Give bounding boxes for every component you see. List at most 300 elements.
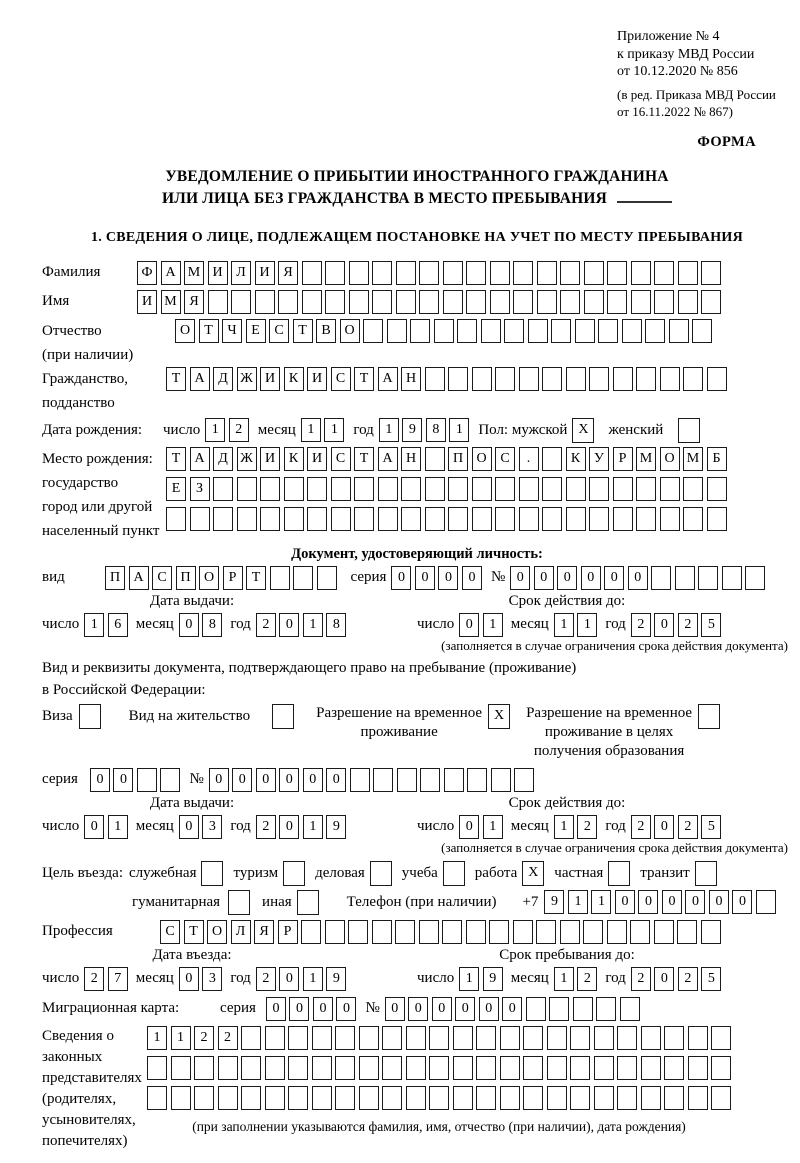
char-cell[interactable]: 0 <box>604 566 624 590</box>
char-cell[interactable]: 0 <box>279 967 299 991</box>
char-cell[interactable]: Т <box>246 566 266 590</box>
char-cell[interactable]: О <box>472 447 492 471</box>
char-cell[interactable] <box>260 507 280 531</box>
char-cell[interactable]: 1 <box>147 1026 167 1050</box>
char-cell[interactable]: 2 <box>678 613 698 637</box>
char-cell[interactable] <box>660 477 680 501</box>
char-cell[interactable] <box>325 290 345 314</box>
char-cell[interactable]: 0 <box>581 566 601 590</box>
char-cell[interactable]: Ж <box>237 447 257 471</box>
char-cell[interactable] <box>359 1026 379 1050</box>
char-cell[interactable] <box>692 319 712 343</box>
char-cell[interactable] <box>528 319 548 343</box>
char-cell[interactable] <box>617 1026 637 1050</box>
char-cell[interactable]: 0 <box>279 768 299 792</box>
char-cell[interactable]: 2 <box>229 418 249 442</box>
char-cell[interactable] <box>171 1086 191 1110</box>
char-cell[interactable] <box>448 507 468 531</box>
char-cell[interactable] <box>260 477 280 501</box>
char-cell[interactable]: 1 <box>554 815 574 839</box>
char-cell[interactable]: З <box>190 477 210 501</box>
char-cell[interactable]: С <box>495 447 515 471</box>
char-cell[interactable]: 1 <box>483 613 503 637</box>
char-cell[interactable] <box>573 997 593 1021</box>
char-cell[interactable]: 1 <box>171 1026 191 1050</box>
char-cell[interactable]: 2 <box>194 1026 214 1050</box>
char-cell[interactable]: 2 <box>631 613 651 637</box>
char-cell[interactable] <box>707 477 727 501</box>
char-cell[interactable] <box>278 290 298 314</box>
char-cell[interactable] <box>722 566 742 590</box>
char-cell[interactable]: 2 <box>631 815 651 839</box>
char-cell[interactable] <box>79 704 101 729</box>
char-cell[interactable] <box>396 290 416 314</box>
char-cell[interactable]: 0 <box>179 613 199 637</box>
char-cell[interactable]: М <box>636 447 656 471</box>
char-cell[interactable] <box>500 1086 520 1110</box>
char-cell[interactable] <box>698 566 718 590</box>
char-cell[interactable]: Р <box>278 920 298 944</box>
char-cell[interactable] <box>598 319 618 343</box>
char-cell[interactable] <box>566 367 586 391</box>
char-cell[interactable]: 0 <box>415 566 435 590</box>
char-cell[interactable]: 7 <box>108 967 128 991</box>
char-cell[interactable] <box>654 920 674 944</box>
char-cell[interactable]: 1 <box>324 418 344 442</box>
char-cell[interactable]: 8 <box>426 418 446 442</box>
char-cell[interactable]: 2 <box>577 967 597 991</box>
char-cell[interactable] <box>307 477 327 501</box>
char-cell[interactable]: 0 <box>459 815 479 839</box>
char-cell[interactable] <box>651 566 671 590</box>
char-cell[interactable] <box>401 477 421 501</box>
char-cell[interactable] <box>660 367 680 391</box>
char-cell[interactable]: А <box>378 367 398 391</box>
char-cell[interactable] <box>495 507 515 531</box>
char-cell[interactable]: И <box>307 367 327 391</box>
char-cell[interactable] <box>302 261 322 285</box>
char-cell[interactable]: 2 <box>218 1026 238 1050</box>
char-cell[interactable] <box>472 507 492 531</box>
char-cell[interactable]: 0 <box>502 997 522 1021</box>
char-cell[interactable]: А <box>190 447 210 471</box>
char-cell[interactable]: 1 <box>379 418 399 442</box>
char-cell[interactable] <box>457 319 477 343</box>
char-cell[interactable] <box>489 920 509 944</box>
char-cell[interactable]: Н <box>401 447 421 471</box>
char-cell[interactable] <box>570 1056 590 1080</box>
char-cell[interactable] <box>519 477 539 501</box>
char-cell[interactable] <box>542 367 562 391</box>
char-cell[interactable]: 1 <box>205 418 225 442</box>
char-cell[interactable]: 0 <box>432 997 452 1021</box>
char-cell[interactable]: М <box>683 447 703 471</box>
char-cell[interactable] <box>607 920 627 944</box>
char-cell[interactable] <box>490 290 510 314</box>
char-cell[interactable]: 0 <box>179 967 199 991</box>
char-cell[interactable]: П <box>176 566 196 590</box>
char-cell[interactable] <box>312 1026 332 1050</box>
char-cell[interactable] <box>373 768 393 792</box>
char-cell[interactable] <box>570 1086 590 1110</box>
char-cell[interactable]: 2 <box>678 967 698 991</box>
char-cell[interactable]: 9 <box>544 890 564 914</box>
char-cell[interactable] <box>575 319 595 343</box>
char-cell[interactable]: И <box>260 367 280 391</box>
char-cell[interactable] <box>514 768 534 792</box>
char-cell[interactable]: Л <box>231 920 251 944</box>
char-cell[interactable]: М <box>161 290 181 314</box>
char-cell[interactable] <box>495 367 515 391</box>
char-cell[interactable] <box>410 319 430 343</box>
char-cell[interactable]: 0 <box>557 566 577 590</box>
char-cell[interactable]: О <box>207 920 227 944</box>
char-cell[interactable] <box>695 861 717 886</box>
char-cell[interactable] <box>645 319 665 343</box>
char-cell[interactable] <box>537 261 557 285</box>
char-cell[interactable] <box>683 367 703 391</box>
char-cell[interactable]: 0 <box>615 890 635 914</box>
char-cell[interactable] <box>442 920 462 944</box>
char-cell[interactable]: С <box>331 367 351 391</box>
char-cell[interactable]: Т <box>199 319 219 343</box>
char-cell[interactable] <box>444 768 464 792</box>
char-cell[interactable]: 0 <box>179 815 199 839</box>
char-cell[interactable]: Т <box>354 447 374 471</box>
char-cell[interactable] <box>396 261 416 285</box>
char-cell[interactable] <box>466 290 486 314</box>
char-cell[interactable] <box>387 319 407 343</box>
char-cell[interactable] <box>160 768 180 792</box>
char-cell[interactable] <box>476 1056 496 1080</box>
char-cell[interactable]: Д <box>213 447 233 471</box>
char-cell[interactable]: 1 <box>303 815 323 839</box>
char-cell[interactable] <box>406 1056 426 1080</box>
char-cell[interactable]: Т <box>166 367 186 391</box>
char-cell[interactable]: О <box>660 447 680 471</box>
char-cell[interactable]: 1 <box>577 613 597 637</box>
char-cell[interactable] <box>288 1086 308 1110</box>
char-cell[interactable] <box>453 1086 473 1110</box>
char-cell[interactable] <box>560 290 580 314</box>
char-cell[interactable]: И <box>137 290 157 314</box>
char-cell[interactable] <box>370 861 392 886</box>
char-cell[interactable] <box>472 367 492 391</box>
char-cell[interactable]: 0 <box>408 997 428 1021</box>
char-cell[interactable]: 0 <box>209 768 229 792</box>
char-cell[interactable] <box>335 1026 355 1050</box>
char-cell[interactable]: 1 <box>108 815 128 839</box>
char-cell[interactable] <box>711 1086 731 1110</box>
char-cell[interactable]: Л <box>231 261 251 285</box>
char-cell[interactable] <box>675 566 695 590</box>
char-cell[interactable]: 0 <box>336 997 356 1021</box>
char-cell[interactable] <box>698 704 720 729</box>
char-cell[interactable]: 5 <box>701 967 721 991</box>
char-cell[interactable]: С <box>331 447 351 471</box>
char-cell[interactable] <box>354 477 374 501</box>
char-cell[interactable]: X <box>488 704 510 729</box>
char-cell[interactable]: 1 <box>84 613 104 637</box>
char-cell[interactable] <box>378 507 398 531</box>
char-cell[interactable] <box>382 1056 402 1080</box>
char-cell[interactable] <box>270 566 290 590</box>
char-cell[interactable]: 0 <box>313 997 333 1021</box>
char-cell[interactable]: 0 <box>462 566 482 590</box>
char-cell[interactable] <box>745 566 765 590</box>
char-cell[interactable] <box>443 861 465 886</box>
char-cell[interactable]: 0 <box>113 768 133 792</box>
char-cell[interactable]: Е <box>166 477 186 501</box>
char-cell[interactable] <box>688 1056 708 1080</box>
char-cell[interactable] <box>523 1086 543 1110</box>
char-cell[interactable] <box>425 367 445 391</box>
char-cell[interactable]: 0 <box>654 613 674 637</box>
char-cell[interactable] <box>594 1026 614 1050</box>
char-cell[interactable] <box>551 319 571 343</box>
char-cell[interactable] <box>547 1056 567 1080</box>
char-cell[interactable]: 2 <box>256 967 276 991</box>
char-cell[interactable]: Т <box>184 920 204 944</box>
char-cell[interactable] <box>166 507 186 531</box>
char-cell[interactable] <box>678 261 698 285</box>
char-cell[interactable] <box>617 1056 637 1080</box>
char-cell[interactable]: 2 <box>256 815 276 839</box>
char-cell[interactable] <box>596 997 616 1021</box>
char-cell[interactable] <box>397 768 417 792</box>
char-cell[interactable] <box>349 290 369 314</box>
char-cell[interactable]: 0 <box>391 566 411 590</box>
char-cell[interactable] <box>589 507 609 531</box>
char-cell[interactable] <box>491 768 511 792</box>
char-cell[interactable] <box>378 477 398 501</box>
char-cell[interactable]: 6 <box>108 613 128 637</box>
char-cell[interactable] <box>677 920 697 944</box>
char-cell[interactable]: И <box>255 261 275 285</box>
char-cell[interactable] <box>513 920 533 944</box>
char-cell[interactable] <box>359 1056 379 1080</box>
char-cell[interactable]: 0 <box>90 768 110 792</box>
char-cell[interactable] <box>237 507 257 531</box>
char-cell[interactable]: 0 <box>256 768 276 792</box>
char-cell[interactable]: Т <box>354 367 374 391</box>
char-cell[interactable] <box>171 1056 191 1080</box>
char-cell[interactable] <box>566 477 586 501</box>
char-cell[interactable] <box>218 1086 238 1110</box>
char-cell[interactable] <box>711 1056 731 1080</box>
char-cell[interactable] <box>372 261 392 285</box>
char-cell[interactable] <box>425 507 445 531</box>
char-cell[interactable] <box>255 290 275 314</box>
char-cell[interactable] <box>641 1086 661 1110</box>
char-cell[interactable] <box>594 1086 614 1110</box>
char-cell[interactable]: 9 <box>326 815 346 839</box>
char-cell[interactable] <box>406 1086 426 1110</box>
char-cell[interactable] <box>678 418 700 443</box>
char-cell[interactable] <box>631 290 651 314</box>
char-cell[interactable] <box>513 261 533 285</box>
char-cell[interactable] <box>560 261 580 285</box>
char-cell[interactable] <box>589 477 609 501</box>
char-cell[interactable]: Т <box>166 447 186 471</box>
char-cell[interactable] <box>707 507 727 531</box>
char-cell[interactable]: Я <box>278 261 298 285</box>
char-cell[interactable] <box>302 290 322 314</box>
char-cell[interactable] <box>476 1026 496 1050</box>
char-cell[interactable] <box>429 1026 449 1050</box>
char-cell[interactable] <box>434 319 454 343</box>
char-cell[interactable]: Ф <box>137 261 157 285</box>
char-cell[interactable]: 0 <box>709 890 729 914</box>
char-cell[interactable]: 0 <box>534 566 554 590</box>
char-cell[interactable] <box>660 507 680 531</box>
char-cell[interactable] <box>495 477 515 501</box>
char-cell[interactable]: 0 <box>279 815 299 839</box>
char-cell[interactable] <box>359 1086 379 1110</box>
char-cell[interactable] <box>406 1026 426 1050</box>
char-cell[interactable]: 0 <box>232 768 252 792</box>
char-cell[interactable] <box>466 261 486 285</box>
char-cell[interactable] <box>701 920 721 944</box>
char-cell[interactable]: 3 <box>202 815 222 839</box>
char-cell[interactable] <box>301 920 321 944</box>
char-cell[interactable]: 0 <box>279 613 299 637</box>
char-cell[interactable]: 0 <box>84 815 104 839</box>
char-cell[interactable]: С <box>152 566 172 590</box>
char-cell[interactable]: 0 <box>732 890 752 914</box>
char-cell[interactable] <box>201 861 223 886</box>
char-cell[interactable] <box>584 261 604 285</box>
char-cell[interactable] <box>284 507 304 531</box>
char-cell[interactable]: 5 <box>701 815 721 839</box>
char-cell[interactable] <box>504 319 524 343</box>
char-cell[interactable] <box>419 261 439 285</box>
char-cell[interactable]: К <box>566 447 586 471</box>
char-cell[interactable] <box>523 1056 543 1080</box>
char-cell[interactable] <box>443 290 463 314</box>
char-cell[interactable]: 8 <box>202 613 222 637</box>
char-cell[interactable] <box>453 1056 473 1080</box>
char-cell[interactable] <box>213 477 233 501</box>
char-cell[interactable]: Ч <box>222 319 242 343</box>
char-cell[interactable] <box>317 566 337 590</box>
char-cell[interactable]: Д <box>213 367 233 391</box>
char-cell[interactable] <box>363 319 383 343</box>
char-cell[interactable]: Т <box>293 319 313 343</box>
char-cell[interactable] <box>312 1056 332 1080</box>
char-cell[interactable] <box>147 1056 167 1080</box>
char-cell[interactable]: 8 <box>326 613 346 637</box>
char-cell[interactable]: 0 <box>479 997 499 1021</box>
char-cell[interactable]: К <box>284 447 304 471</box>
char-cell[interactable] <box>293 566 313 590</box>
char-cell[interactable] <box>429 1086 449 1110</box>
char-cell[interactable] <box>620 997 640 1021</box>
char-cell[interactable]: 0 <box>459 613 479 637</box>
char-cell[interactable] <box>589 367 609 391</box>
char-cell[interactable] <box>348 920 368 944</box>
char-cell[interactable] <box>636 507 656 531</box>
char-cell[interactable] <box>688 1086 708 1110</box>
char-cell[interactable] <box>613 477 633 501</box>
char-cell[interactable]: 0 <box>438 566 458 590</box>
char-cell[interactable] <box>636 367 656 391</box>
char-cell[interactable] <box>265 1086 285 1110</box>
char-cell[interactable] <box>519 367 539 391</box>
char-cell[interactable] <box>542 447 562 471</box>
char-cell[interactable] <box>641 1056 661 1080</box>
char-cell[interactable]: О <box>340 319 360 343</box>
char-cell[interactable]: . <box>519 447 539 471</box>
char-cell[interactable]: А <box>161 261 181 285</box>
char-cell[interactable] <box>241 1086 261 1110</box>
char-cell[interactable] <box>425 477 445 501</box>
char-cell[interactable] <box>707 367 727 391</box>
char-cell[interactable] <box>382 1026 402 1050</box>
char-cell[interactable]: И <box>208 261 228 285</box>
char-cell[interactable] <box>641 1026 661 1050</box>
char-cell[interactable] <box>476 1086 496 1110</box>
char-cell[interactable] <box>213 507 233 531</box>
char-cell[interactable]: 0 <box>266 997 286 1021</box>
char-cell[interactable] <box>237 477 257 501</box>
char-cell[interactable]: М <box>184 261 204 285</box>
char-cell[interactable] <box>617 1086 637 1110</box>
char-cell[interactable] <box>265 1056 285 1080</box>
char-cell[interactable]: И <box>260 447 280 471</box>
char-cell[interactable]: 0 <box>303 768 323 792</box>
char-cell[interactable] <box>350 768 370 792</box>
char-cell[interactable]: 0 <box>455 997 475 1021</box>
char-cell[interactable] <box>608 861 630 886</box>
char-cell[interactable] <box>584 290 604 314</box>
char-cell[interactable]: 1 <box>591 890 611 914</box>
char-cell[interactable] <box>664 1026 684 1050</box>
char-cell[interactable]: 0 <box>628 566 648 590</box>
char-cell[interactable]: В <box>316 319 336 343</box>
char-cell[interactable] <box>194 1086 214 1110</box>
char-cell[interactable] <box>631 261 651 285</box>
char-cell[interactable]: П <box>448 447 468 471</box>
char-cell[interactable] <box>669 319 689 343</box>
char-cell[interactable]: 1 <box>483 815 503 839</box>
char-cell[interactable] <box>297 890 319 915</box>
char-cell[interactable] <box>622 319 642 343</box>
char-cell[interactable] <box>683 477 703 501</box>
char-cell[interactable] <box>331 507 351 531</box>
char-cell[interactable] <box>265 1026 285 1050</box>
char-cell[interactable] <box>500 1056 520 1080</box>
char-cell[interactable] <box>542 477 562 501</box>
char-cell[interactable]: 1 <box>568 890 588 914</box>
char-cell[interactable] <box>395 920 415 944</box>
char-cell[interactable] <box>566 507 586 531</box>
char-cell[interactable]: О <box>175 319 195 343</box>
char-cell[interactable] <box>683 507 703 531</box>
char-cell[interactable]: 2 <box>678 815 698 839</box>
char-cell[interactable]: 2 <box>84 967 104 991</box>
char-cell[interactable] <box>613 367 633 391</box>
char-cell[interactable]: 0 <box>289 997 309 1021</box>
char-cell[interactable] <box>147 1086 167 1110</box>
char-cell[interactable] <box>630 920 650 944</box>
char-cell[interactable]: 1 <box>554 613 574 637</box>
char-cell[interactable] <box>466 920 486 944</box>
char-cell[interactable]: 5 <box>701 613 721 637</box>
char-cell[interactable]: 1 <box>554 967 574 991</box>
char-cell[interactable] <box>613 507 633 531</box>
char-cell[interactable] <box>420 768 440 792</box>
